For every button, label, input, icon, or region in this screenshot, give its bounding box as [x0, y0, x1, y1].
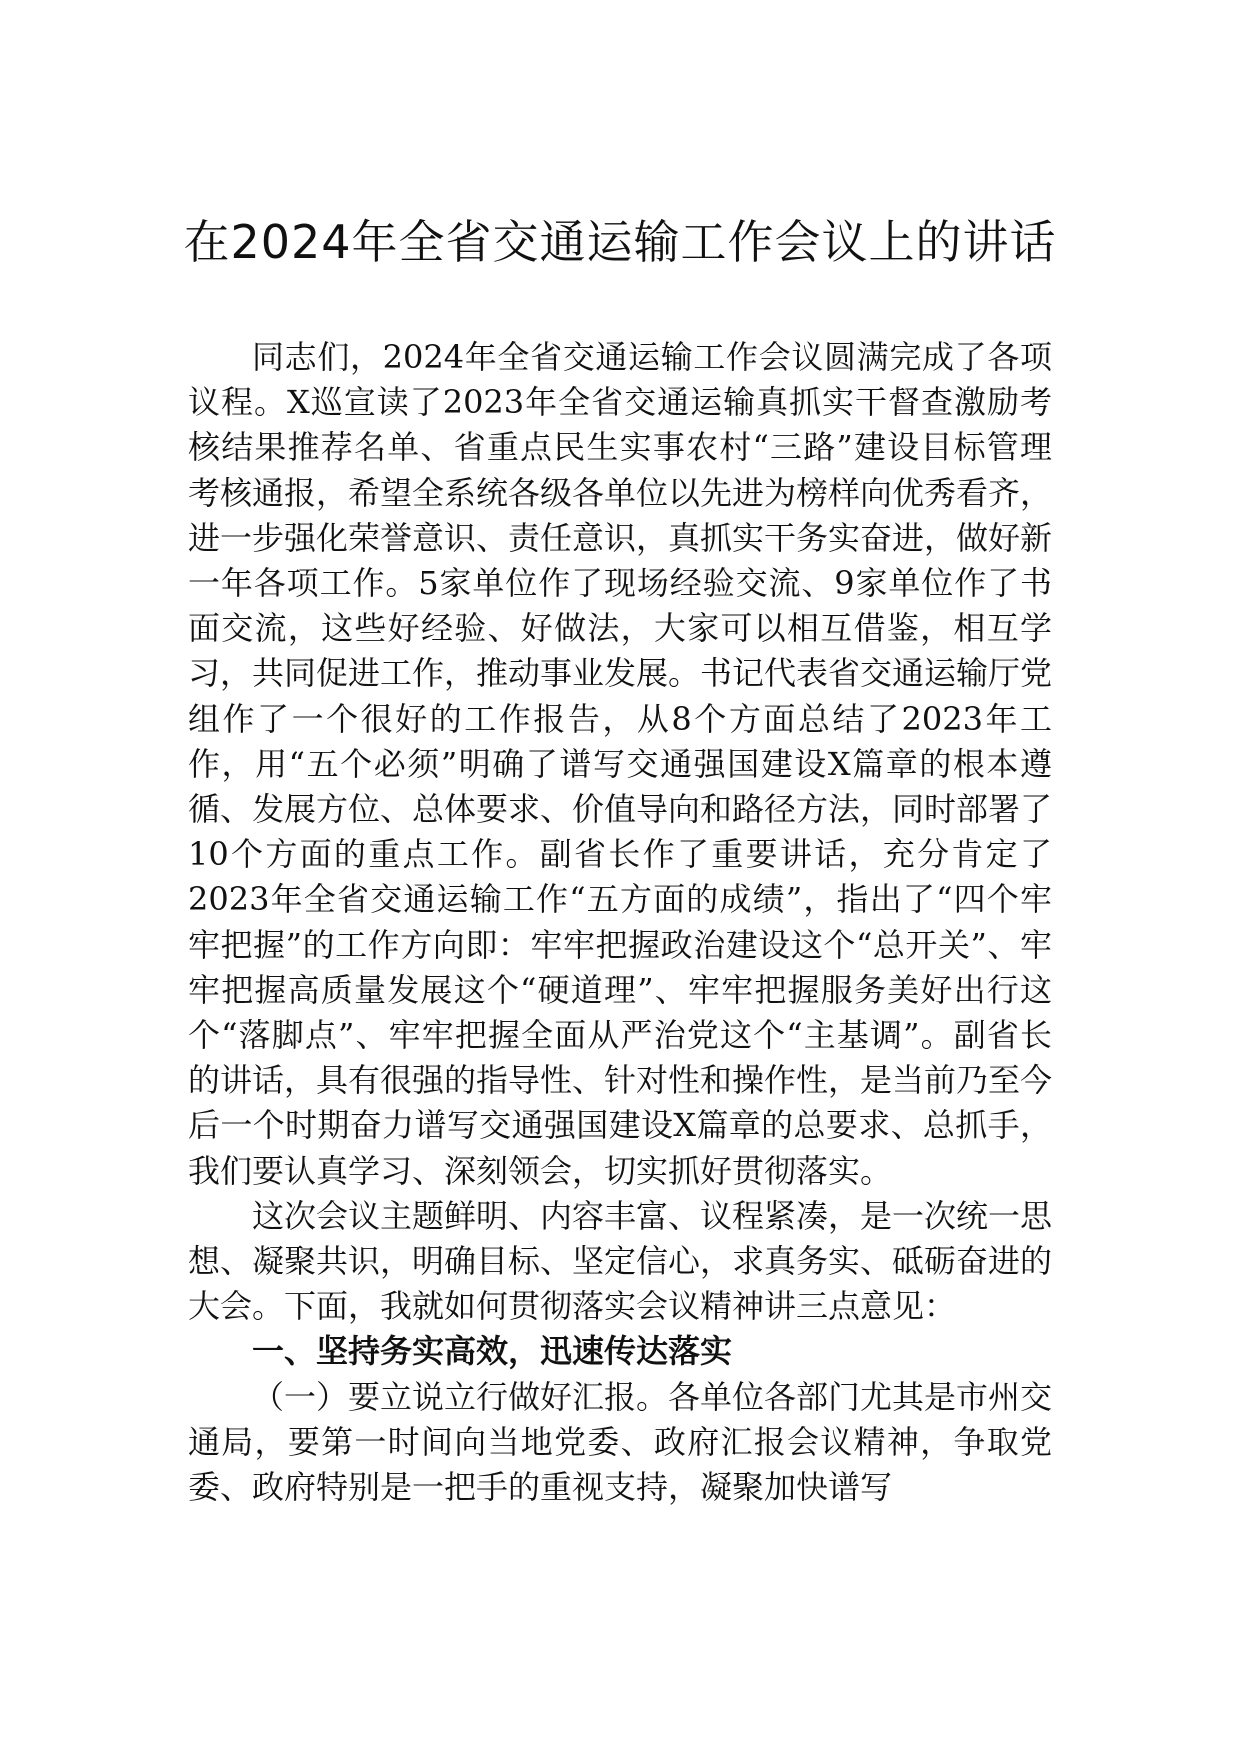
paragraph-meeting-summary: 这次会议主题鲜明、内容丰富、议程紧凑，是一次统一思想、凝聚共识，明确目标、坚定信心，求真务实、砥砺奋进的大会。下面，我就如何贯彻落实会议精神讲三点意见： [188, 1196, 1053, 1326]
document-body [188, 335, 1052, 1510]
section-heading-1: 一、坚持务实高效，迅速传达落实 [252, 1332, 733, 1371]
paragraph-subsection-1: （一）要立说立行做好汇报。各单位各部门尤其是市州交通局，要第一时间向当地党委、政府汇报会议精神，争取党委、政府特别是一把手的重视支持，凝聚加快谱写 [188, 1377, 1053, 1507]
document-title: 在2024年全省交通运输工作会议上的讲话 [183, 215, 1057, 269]
paragraph-opening: 同志们，2024年全省交通运输工作会议圆满完成了各项议程。X巡宣读了2023年全省交通运输真抓实干督查激励考核结果推荐名单、省重点民生实事农村“三路”建设目标管理考核通报，希望全系统各级各单位以先进为榜样向优秀看齐，进一步强化荣誉意识、责任意识，真抓实干务实奋进，做好新一年各项工作。5家单位作了现场经验交流、9家单位作了书面交流，这些好经验、好做法，大家可以相互借鉴，相互学习，共同促进工作，推动事业发展。书记代表省交通运输厅党组作了一个很好的工作报告，从8个方面总结了2023年工作，用“五个必须”明确了谱写交通强国建设X篇章的根本遵循、发展方位、总体要求、价值导向和路径方法，同时部署了10个方面的重点工作。副省长作了重要讲话，充分肯定了2023年全省交通运输工作“五方面的成绩”，指出了“四个牢牢把握”的工作方向即：牢牢把握政治建设这个“总开关”、牢牢把握高质量发展这个“硬道理”、牢牢把握服务美好出行这个“落脚点”、牢牢把握全面从严治党这个“主基调”。副省长的讲话，具有很强的指导性、针对性和操作性，是当前乃至今后一个时期奋力谱写交通强国建设X篇章的总要求、总抓手，我们要认真学习、深刻领会，切实抓好贯彻落实。 [188, 338, 1053, 1190]
